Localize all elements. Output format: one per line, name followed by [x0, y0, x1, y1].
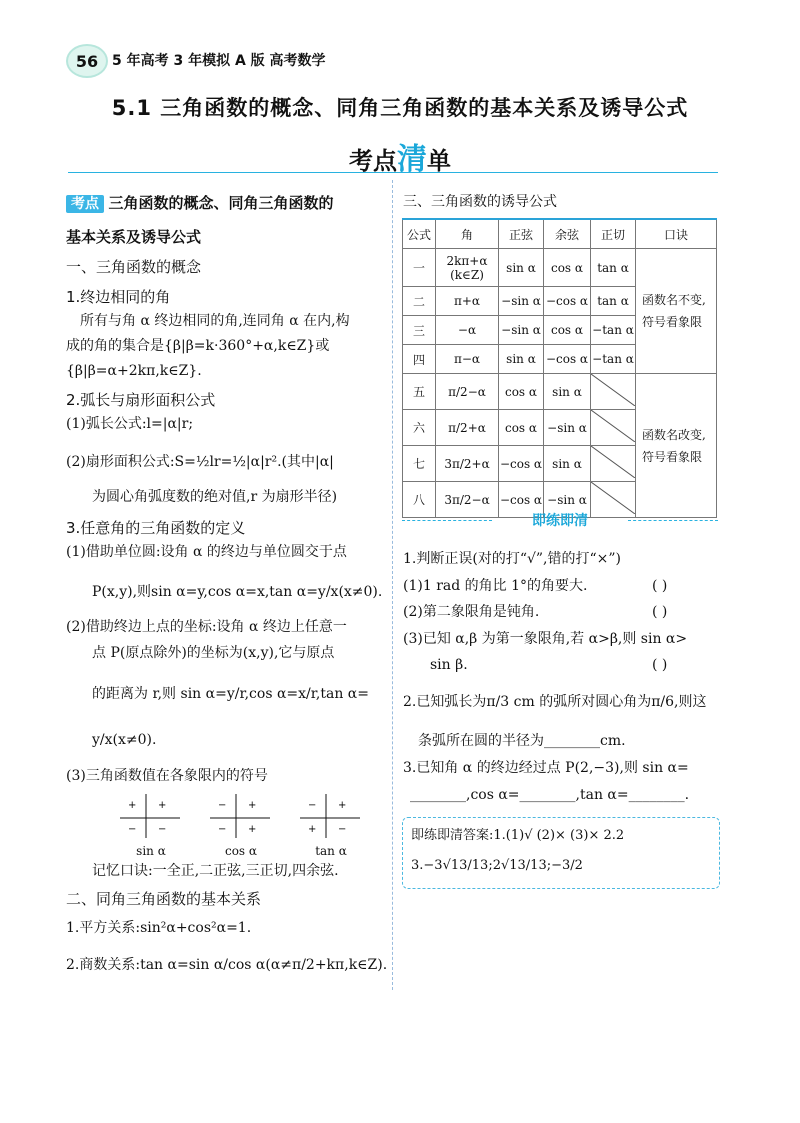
cell: −cos α	[544, 345, 591, 374]
axes-icon	[296, 790, 366, 840]
answer-line-2: 3.−3√13/13;2√13/13;−3/2	[411, 858, 583, 873]
cell: sin α	[544, 446, 591, 482]
para-8: P(x,y),则sin α=y,cos α=x,tan α=y/x(x≠0).	[92, 584, 383, 600]
q2-sign: −	[308, 800, 317, 811]
answer-paren: ( )	[652, 578, 668, 594]
diagonal-cell	[591, 410, 636, 446]
table-row	[403, 249, 717, 287]
q4-sign: +	[248, 824, 257, 835]
answer-paren: ( )	[652, 657, 668, 673]
cell: π/2+α	[436, 410, 499, 446]
para-6: 为圆心角弧度数的绝对值,r 为扇形半径)	[92, 489, 338, 505]
kaodian-heading-line2: 基本关系及诱导公式	[66, 228, 202, 246]
cell: −sin α	[499, 287, 544, 316]
cell: 六	[403, 410, 436, 446]
cell: −sin α	[499, 316, 544, 345]
cell: −sin α	[544, 482, 591, 518]
q1-2: (2)第二象限角是钝角.	[403, 604, 540, 620]
cell: sin α	[544, 374, 591, 410]
cell: cos α	[544, 316, 591, 345]
para-3: {β|β=α+2kπ,k∈Z}.	[66, 363, 202, 379]
induction-formula-table	[402, 218, 717, 518]
q2-sign: −	[218, 800, 227, 811]
s1-3-heading: 3.任意角的三角函数的定义	[66, 519, 246, 537]
para-9: (2)借助终边上点的坐标:设角 α 终边上任意一	[66, 619, 347, 635]
para-12: y/x(x≠0).	[92, 732, 157, 748]
cell: 四	[403, 345, 436, 374]
square-relation: 1.平方关系:sin²α+cos²α=1.	[66, 920, 252, 936]
q1-1: (1)1 rad 的角比 1°的角要大.	[403, 578, 588, 594]
diagonal-icon	[591, 374, 635, 406]
para-11: 的距离为 r,则 sin α=y/r,cos α=x/r,tan α=	[92, 686, 369, 702]
para-13: (3)三角函数值在各象限内的符号	[66, 768, 268, 784]
q1: 1.判断正误(对的打“√”,错的打“×”)	[403, 551, 622, 567]
banner-rule	[68, 172, 718, 173]
q1-sign: +	[158, 800, 167, 811]
column-divider	[392, 180, 393, 990]
cell: −sin α	[544, 410, 591, 446]
diagonal-cell	[591, 374, 636, 410]
banner-pre: 考点	[349, 147, 397, 175]
page-number: 56	[66, 44, 108, 78]
th-tan: 正切	[591, 219, 636, 249]
mnemonic-cell-2	[636, 374, 717, 518]
cell: π+α	[436, 287, 499, 316]
para-1: 所有与角 α 终边相同的角,连同角 α 在内,构	[80, 313, 350, 329]
quadrant-diagram-tan	[296, 790, 366, 856]
practice-heading: 即练即清	[532, 513, 588, 529]
s2-heading: 二、同角三角函数的基本关系	[66, 890, 262, 908]
cell: 一	[403, 249, 436, 287]
q3-sign: −	[128, 824, 137, 835]
kaodian-heading-line1: 三角函数的概念、同角三角函数的	[108, 194, 334, 212]
q1-sign: +	[248, 800, 257, 811]
q3a: 3.已知角 α 的终边经过点 P(2,−3),则 sin α=	[403, 760, 689, 776]
answer-box	[402, 817, 720, 889]
q3-sign: −	[218, 824, 227, 835]
cell: π/2−α	[436, 374, 499, 410]
q1-3b: sin β.	[430, 657, 468, 673]
th-sin: 正弦	[499, 219, 544, 249]
diagram-label: tan α	[315, 844, 347, 858]
kaodian-heading	[66, 193, 333, 214]
q2a: 2.已知弧长为π/3 cm 的弧所对圆心角为π/6,则这	[403, 694, 707, 710]
mnemonic: 记忆口诀:一全正,二正弦,三正切,四余弦.	[92, 863, 339, 879]
cell: −tan α	[591, 316, 636, 345]
cell: π−α	[436, 345, 499, 374]
th-formula: 公式	[403, 219, 436, 249]
q4-sign: −	[338, 824, 347, 835]
s3-heading: 三、三角函数的诱导公式	[403, 194, 557, 210]
q3b: ________,cos α=________,tan α=________.	[410, 787, 690, 803]
note-line: 函数名不变,	[642, 293, 706, 307]
cell: −cos α	[544, 287, 591, 316]
axes-icon	[206, 790, 276, 840]
q2-sign: +	[128, 800, 137, 811]
q1-sign: +	[338, 800, 347, 811]
answer-paren: ( )	[652, 604, 668, 620]
mnemonic-cell-1	[636, 249, 717, 374]
quadrant-diagram-sin	[116, 790, 186, 856]
cell: 五	[403, 374, 436, 410]
para-10: 点 P(原点除外)的坐标为(x,y),它与原点	[92, 645, 335, 661]
quadrant-diagram-cos	[206, 790, 276, 856]
para-4: (1)弧长公式:l=|α|r;	[66, 416, 194, 432]
diagonal-icon	[591, 446, 635, 478]
cell: 三	[403, 316, 436, 345]
diagram-label: cos α	[224, 844, 258, 858]
diagonal-cell	[591, 446, 636, 482]
axes-icon	[116, 790, 186, 840]
table-row	[403, 374, 717, 410]
diagonal-icon	[591, 410, 635, 442]
para-2: 成的角的集合是{β|β=k·360°+α,k∈Z}或	[66, 338, 330, 354]
cell: −cos α	[499, 446, 544, 482]
q3-sign: +	[308, 824, 317, 835]
th-cos: 余弦	[544, 219, 591, 249]
banner-post: 单	[427, 147, 451, 175]
quadrant-sign-diagrams	[116, 790, 386, 856]
cell: 二	[403, 287, 436, 316]
q2b: 条弧所在圆的半径为________cm.	[418, 733, 626, 749]
note-line: 函数名改变,	[642, 427, 706, 442]
para-5: (2)扇形面积公式:S=½lr=½|α|r².(其中|α|	[66, 454, 334, 470]
para-7: (1)借助单位圆:设角 α 的终边与单位圆交于点	[66, 544, 347, 560]
cell: 2kπ+α (k∈Z)	[436, 249, 499, 287]
cell: −tan α	[591, 345, 636, 374]
cell: sin α	[499, 345, 544, 374]
note-line: 符号看象限	[642, 315, 703, 329]
cell: 八	[403, 482, 436, 518]
cell: 3π/2−α	[436, 482, 499, 518]
diagram-label: sin α	[136, 844, 166, 858]
kaodian-tag: 考点	[66, 195, 104, 213]
quotient-relation: 2.商数关系:tan α=sin α/cos α(α≠π/2+kπ,k∈Z).	[66, 957, 388, 973]
th-angle: 角	[436, 219, 499, 249]
book-header: 5 年高考 3 年模拟 A 版 高考数学	[112, 53, 326, 69]
cell: 3π/2+α	[436, 446, 499, 482]
th-mnemonic: 口诀	[636, 219, 717, 249]
banner-accent: 清	[397, 142, 427, 177]
note-line: 符号看象限	[642, 449, 703, 464]
cell: tan α	[591, 287, 636, 316]
answer-line-1: 即练即清答案:1.(1)√ (2)× (3)× 2.2	[411, 828, 625, 843]
cell: cos α	[499, 374, 544, 410]
cell: sin α	[499, 249, 544, 287]
s1-1-heading: 1.终边相同的角	[66, 288, 171, 306]
cell: tan α	[591, 249, 636, 287]
cell: −cos α	[499, 482, 544, 518]
cell: cos α	[544, 249, 591, 287]
section-title: 5.1 三角函数的概念、同角三角函数的基本关系及诱导公式	[111, 96, 689, 120]
s1-2-heading: 2.弧长与扇形面积公式	[66, 391, 216, 409]
cell: cos α	[499, 410, 544, 446]
q1-3a: (3)已知 α,β 为第一象限角,若 α>β,则 sin α>	[403, 631, 688, 647]
cell: −α	[436, 316, 499, 345]
q4-sign: −	[158, 824, 167, 835]
cell: 七	[403, 446, 436, 482]
s1-heading: 一、三角函数的概念	[66, 258, 202, 276]
